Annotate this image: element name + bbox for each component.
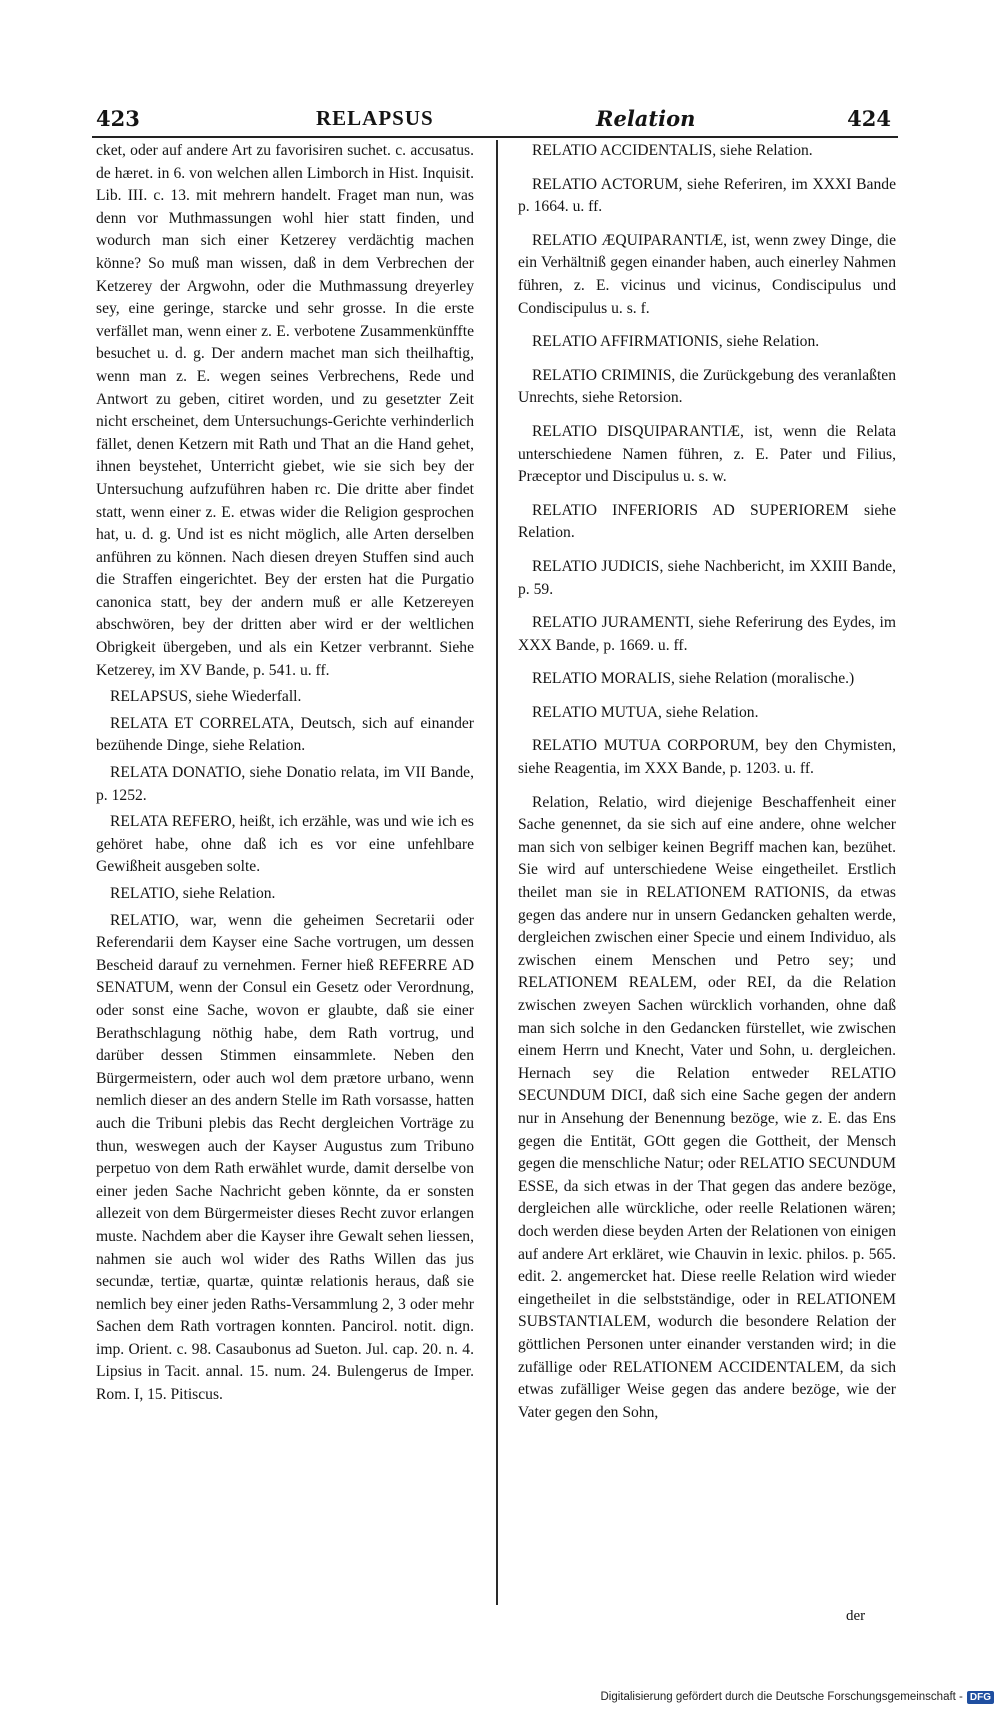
entry-relata-donatio: RELATA DONATIO, siehe Donatio relata, im VII Bande, p. 1252. xyxy=(96,764,474,804)
entry-relatio-inferioris: RELATIO INFERIORIS AD SUPERIOREM siehe Relation. xyxy=(518,501,896,542)
left-page-number: 423 xyxy=(96,106,140,131)
header-rule xyxy=(92,136,898,138)
entry-relatio-actorum: RELATIO ACTORUM, siehe Referiren, im XXXI Bande p. 1664. u. ff. xyxy=(518,175,896,216)
entry-relata-et-correlata: RELATA ET CORRELATA, Deutsch, sich auf einander bezühende Dinge, siehe Relation. xyxy=(96,714,474,755)
dfg-logo: DFG xyxy=(967,1691,994,1704)
left-entry-continuation: cket, oder auf andere Art zu favorisiren suchet. c. accusatus. de hæret. in 6. von welchen allen Limborch in Hist. Inquisit. Lib. III. c. 13. mit mehrern handelt. Fraget man nun, was denn vor Muthmassungen wohl hier statt finden, und wodurch man sich einer Ketzerey verdächtig machen könne? So muß man wissen, daß in dem Verbrechen der Ketzerey der Argwohn, oder die Muthmassung dreyerley sey, eine geringe, starcke und sehr grosse. In die erste verfället man, wenn einer z. E. verbotene Zusammenkünffte besuchet u. d. g. Der andern machet man sich theilhaftig, wenn man z. E. wegen seines Verbrechens, Rede und Antwort zu geben, citiret worden, und zu gesetzter Zeit nicht erscheinet, dem Untersuchungs-Gerichte verhinderlich fället, denen Ketzern mit Rath und That an die Hand gehet, ihnen beystehet, Unterricht giebet, wie sie sich bey der Untersuchung aufzuführen haben rc. Die dritte aber findet statt, wenn einer z. E. etwas wider die Religion gesprochen hat, u. d. g. Und ist es nicht möglich, alle Arten derselben anführen zu können. Nach diesen dreyen Stuffen sind auch die Straffen eingerichtet. Bey der ersten hat die Purgatio canonica statt, bey der andern muß er alle Ketzereyen abschwören, bey der dritten aber wird er der weltlichen Obrigkeit übergeben, und als ein Ketzer verbrannt. Siehe Ketzerey, im XV Bande, p. 541. u. ff. xyxy=(96,142,474,679)
column-divider xyxy=(496,140,498,1605)
catchword: der xyxy=(846,1608,866,1624)
digitization-credit xyxy=(574,1691,994,1704)
right-page-number: 424 xyxy=(847,106,891,131)
entry-relatio-moralis: RELATIO MORALIS, siehe Relation (moralische.) xyxy=(532,670,855,688)
entry-relatio-juramenti: RELATIO JURAMENTI, siehe Referirung des Eydes, im XXX Bande, p. 1669. u. ff. xyxy=(518,614,896,654)
entry-relatio-mutua: RELATIO MUTUA, siehe Relation. xyxy=(532,703,759,721)
right-column xyxy=(518,140,896,1605)
running-title-left: RELAPSUS xyxy=(316,106,434,130)
entry-relata-refero: RELATA REFERO, heißt, ich erzähle, was und wie ich es gehöret habe, ohne daß ich es vor eine unfehlbare Gewißheit ausgeben solte. xyxy=(96,813,474,876)
entry-relatio-judicis: RELATIO JUDICIS, siehe Nachbericht, im XXIII Bande, p. 59. xyxy=(518,557,896,598)
left-column xyxy=(96,140,474,1605)
entry-relatio-disquiparantiae: RELATIO DISQUIPARANTIÆ, ist, wenn die Relata unterschiedene Namen führen, z. E. Pater und Filius, Præceptor und Discipulus u. s. w. xyxy=(518,422,896,486)
entry-relation: Relation, Relatio, wird diejenige Beschaffenheit einer Sache genennet, da sie sich auf eine andere, ohne welcher man sich von selbiger keinen Begriff machen kan, bezühet. Sie wird auf unterschiedene Weise eingetheilet. Erstlich theilet man sie in RELATIONEM RATIONIS, da etwas gegen das andere nur in unsern Gedancken gehalten werde, dergleichen zwischen einer Specie und einem Individuo, als zwischen einem Menschen und Petro sey; und RELATIONEM REALEM, oder REI, da die Relation zwischen zweyen Sachen würcklich vorhanden, ohne daß man sich solche in den Gedancken fürstellet, wie zwischen einem Herrn und Knecht, Vater und Sohn, u. dergleichen. Hernach sey die Relation entweder RELATIO SECUNDUM DICI, daß sich eine Sache gegen der andern nur in Ansehung der Benennung bezöge, wie z. E. das Ens gegen die Entität, GOtt gegen die Gottheit, der Mensch gegen die menschliche Natur; oder RELATIO SECUNDUM ESSE, da sich etwas in der That gegen das andere bezöge, dergleichen alle würckliche, oder reelle Relationen wären; doch werden diese beyden Arten der Relationen von einigen auf andere Art erkläret, wie Chauvin in lexic. philos. p. 565. edit. 2. angemercket hat. Diese reelle Relation wird wieder eingetheilet in die selbstständige, oder in RELATIONEM SUBSTANTIALEM, wodurch die besondere Relation der göttlichen Personen unter einander verstanden wird; in die zufällige oder RELATIONEM ACCIDENTALEM, da sich etwas zufälliger Weise gegen das andere bezöge, wie der Vater gegen den Sohn, xyxy=(518,793,896,1421)
entry-relatio-affirmationis: RELATIO AFFIRMATIONIS, siehe Relation. xyxy=(532,333,820,351)
credit-text: Digitalisierung gefördert durch die Deutsche Forschungsgemeinschaft - xyxy=(600,1691,963,1703)
entry-relapsus: RELAPSUS, siehe Wiederfall. xyxy=(110,688,302,706)
entry-relatio: RELATIO, war, wenn die geheimen Secretarii oder Referendarii dem Kayser eine Sache vortrugen, um dessen Bescheid darauf zu vernehmen. Ferner hieß REFERRE AD SENATUM, wenn der Consul ein Gesetz oder Verordnung, oder sonst eine Sache, wovon er glaubte, daß sie einer Berathschlagung nöthig habe, dem Rath vortrug, und darüber dessen Stimmen einsammlete. Neben den Bürgermeistern, oder auch wol dem prætore urbano, wenn nemlich dieser an des andern Stelle im Rath vorsasse, hatten auch die Tribuni plebis das Recht dergleichen Vorträge zu thun, weswegen auch der Kayser Augustus zum Tribuno perpetuo von dem Rath erwählet wurde, damit derselbe von einer jeden Sache Nachricht geben könnte, da er sonsten allezeit von dem Bürgermeister dieses Recht zuvor erlangen muste. Nachdem aber die Kayser ihre Gewalt sehen liessen, nahmen sie auch wol wider des Raths Willen das jus secundæ, tertiæ, quartæ, quintæ relationis heraus, daß sie nemlich bey einer jeden Raths-Versammlung 2, 3 oder mehr Sachen dem Rath vortragen konnten. Pancirol. notit. dign. imp. Orient. c. 98. Casaubonus ad Sueton. Jul. cap. 20. n. 4. Lipsius in Tacit. annal. 15. num. 24. Bulengerus de Imper. Rom. I, 15. Pitiscus. xyxy=(96,911,474,1404)
entry-relatio-criminis: RELATIO CRIMINIS, die Zurückgebung des veranlaßten Unrechts, siehe Retorsion. xyxy=(518,366,896,407)
page-header xyxy=(96,106,891,138)
entry-relatio-accidentalis: RELATIO ACCIDENTALIS, siehe Relation. xyxy=(532,142,813,159)
entry-relatio-mutua-corporum: RELATIO MUTUA CORPORUM, bey den Chymisten, siehe Reagentia, im XXX Bande, p. 1203. u. ff. xyxy=(518,737,896,778)
entry-relatio-aequiparantiae: RELATIO ÆQUIPARANTIÆ, ist, wenn zwey Dinge, die ein Verhältniß gegen einander haben, auch einerley Nahmen führen, z. E. vicinus und vicinus, Condiscipulus und Condiscipulus u. s. f. xyxy=(518,231,896,317)
running-title-right: Relation xyxy=(596,106,696,131)
entry-relatio-see: RELATIO, siehe Relation. xyxy=(110,885,276,902)
